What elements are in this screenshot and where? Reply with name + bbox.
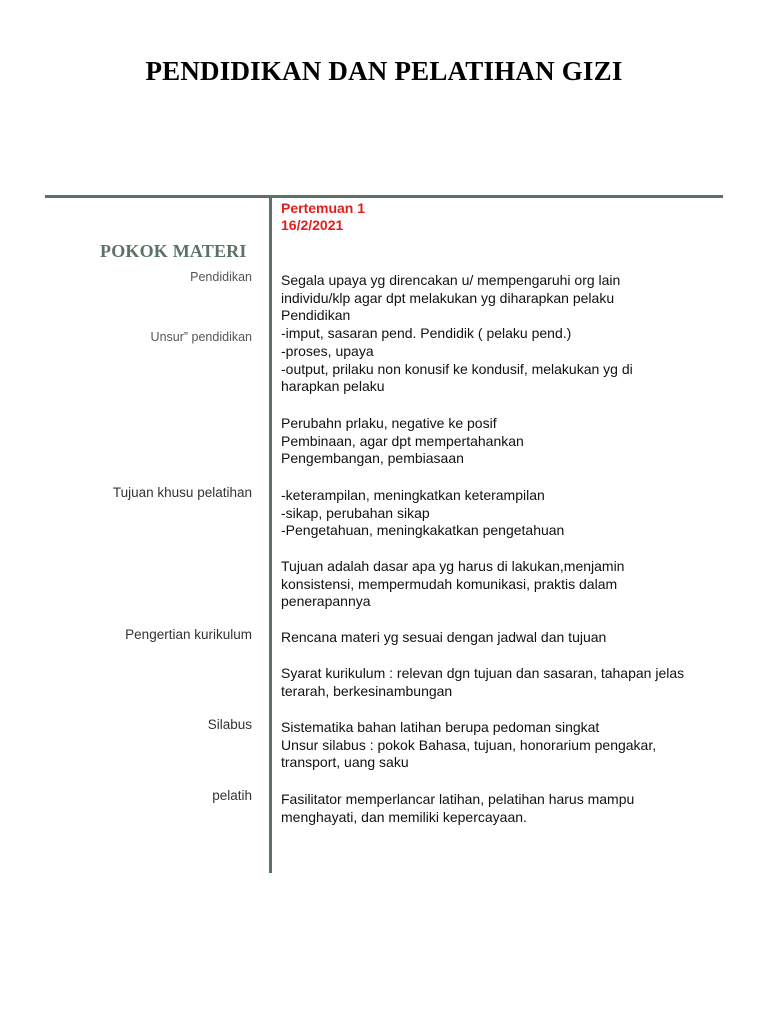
content-line: Pendidikan (281, 307, 351, 324)
label-pendidikan: Pendidikan (190, 270, 252, 284)
vertical-divider (269, 195, 272, 873)
content-line: harapkan pelaku (281, 378, 385, 395)
content-line: Syarat kurikulum : relevan dgn tujuan dan sasaran, tahapan jelas (281, 665, 685, 681)
label-pelatih: pelatih (212, 788, 252, 803)
meeting-label: Pertemuan 1 (281, 200, 366, 216)
content-line: Fasilitator memperlancar latihan, pelatihan harus mampu (281, 791, 635, 807)
page-title: PENDIDIKAN DAN PELATIHAN GIZI (145, 56, 623, 86)
content-block-pendidikan (281, 272, 731, 396)
content-block-perubahan (281, 415, 731, 468)
content-line: -keterampilan, meningkatkan keterampilan (281, 487, 545, 503)
label-unsur-pendidikan: Unsur” pendidikan (150, 330, 252, 344)
meeting-date: 16/2/2021 (281, 217, 344, 233)
content-block-tujuan-khusus (281, 487, 731, 540)
content-line: Perubahn prlaku, negative ke posif (281, 415, 497, 431)
label-pengertian-kurikulum: Pengertian kurikulum (125, 627, 252, 642)
content-line: -output, prilaku non konusif ke kondusif, melakukan yg di (281, 360, 633, 377)
content-line: terarah, berkesinambungan (281, 682, 453, 699)
content-line: Unsur silabus : pokok Bahasa, tujuan, honorarium pengakar, (281, 736, 657, 753)
content-block-silabus (281, 719, 731, 772)
horizontal-divider (45, 195, 723, 198)
content-line: -Pengetahuan, meningkakatkan pengetahuan (281, 522, 565, 539)
content-line: -imput, sasaran pend. Pendidik ( pelaku pend.) (281, 325, 572, 342)
content-line: Tujuan adalah dasar apa yg harus di lakukan,menjamin (281, 558, 625, 574)
content-line: individu/klp agar dpt melakukan yg diharapkan pelaku (281, 289, 615, 306)
content-block-syarat-kurikulum (281, 665, 731, 700)
content-block-tujuan (281, 558, 731, 611)
content-line: konsistensi, mempermudah komunikasi, praktis dalam (281, 575, 618, 592)
content-line: penerapannya (281, 593, 371, 610)
content-line: -proses, upaya (281, 342, 374, 359)
content-line: Pengembangan, pembiasaan (281, 450, 464, 467)
content-line: -sikap, perubahan sikap (281, 504, 430, 521)
content-line: transport, uang saku (281, 754, 409, 771)
content-line: menghayati, dan memiliki kepercayaan. (281, 808, 527, 825)
section-heading: POKOK MATERI (100, 241, 247, 261)
content-line: Rencana materi yg sesuai dengan jadwal dan tujuan (281, 629, 607, 645)
content-block-pelatih (281, 791, 731, 826)
meeting-info (281, 200, 365, 234)
label-tujuan-khusus-pelatihan: Tujuan khusu pelatihan (112, 485, 252, 500)
content-line: Segala upaya yg direncakan u/ mempengaruhi org lain (281, 272, 621, 288)
label-silabus: Silabus (207, 717, 252, 732)
content-line: Sistematika bahan latihan berupa pedoman singkat (281, 719, 600, 735)
content-block-kurikulum (281, 629, 731, 647)
content-line: Pembinaan, agar dpt mempertahankan (281, 432, 524, 449)
